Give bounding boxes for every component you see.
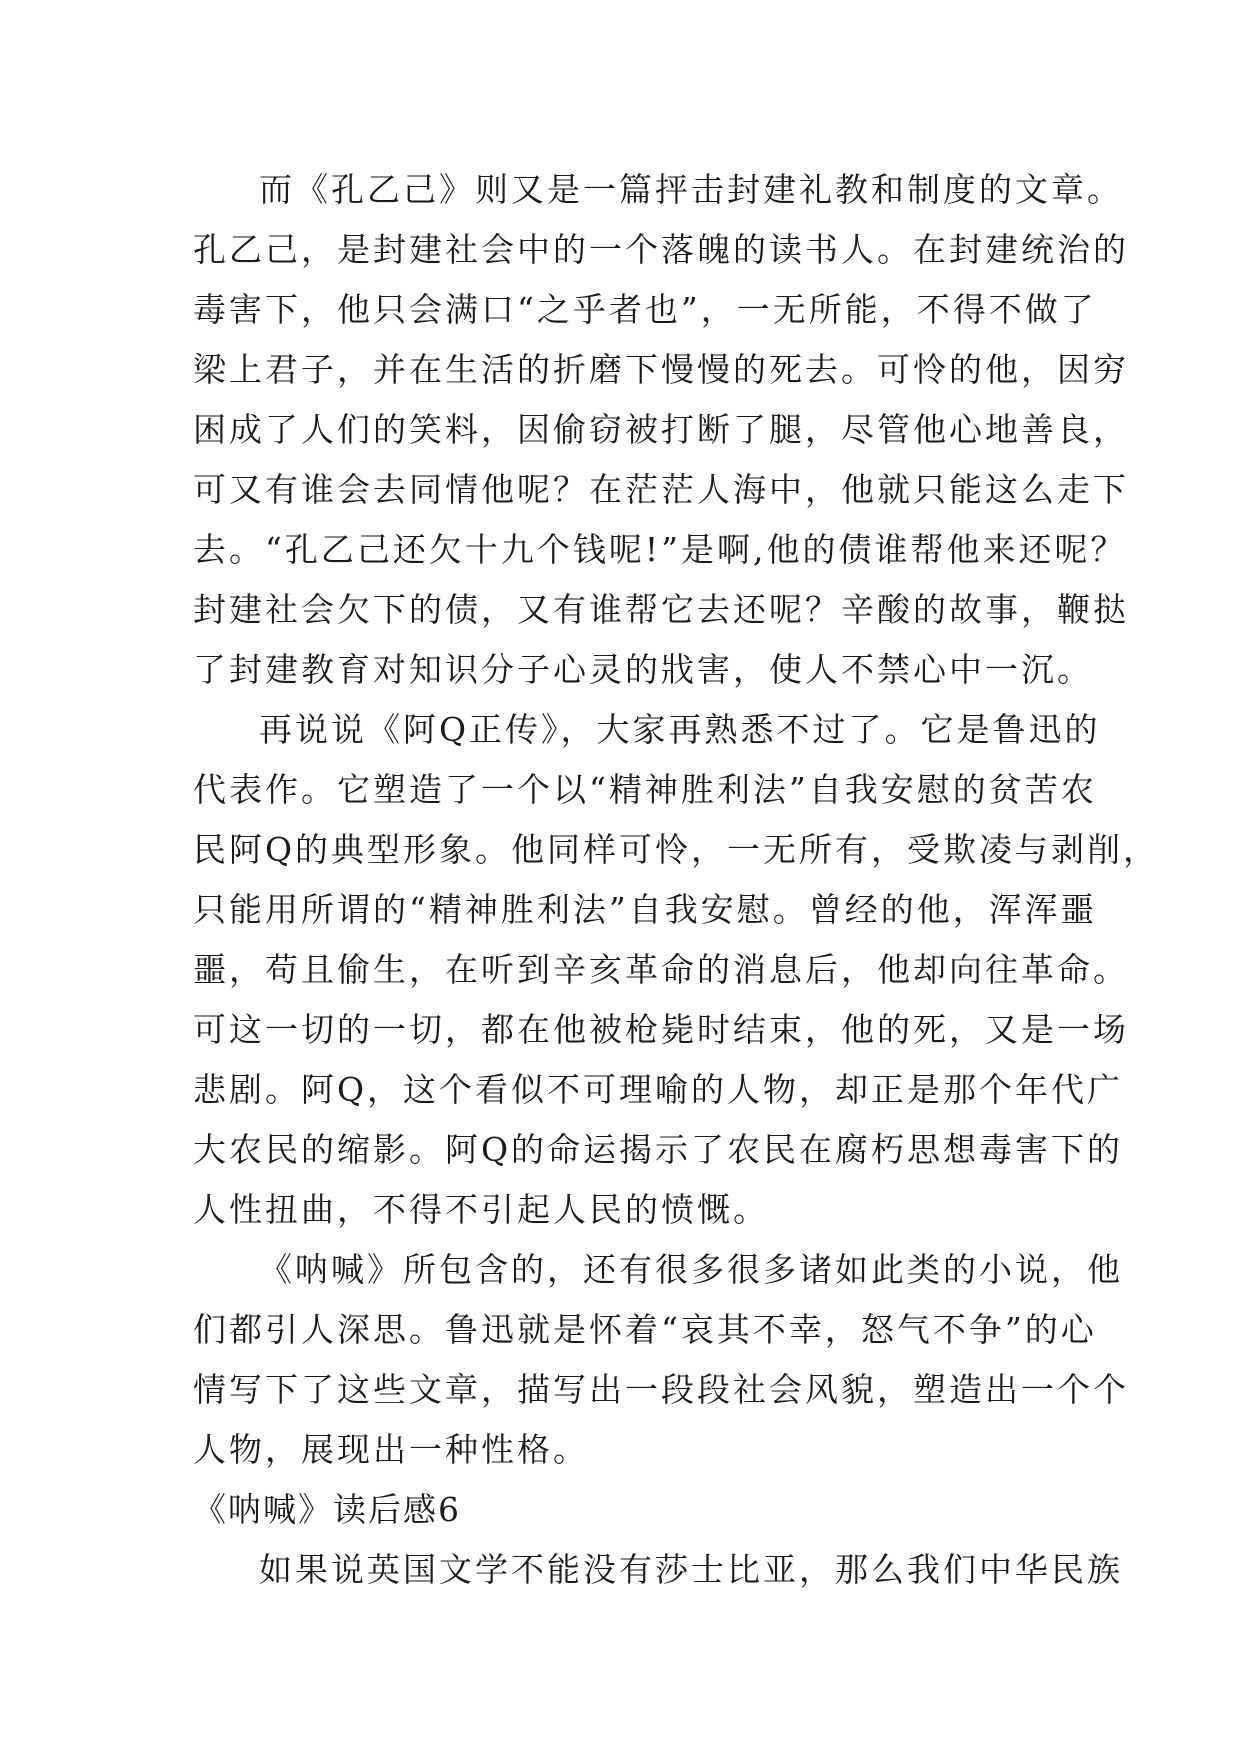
paragraph-line: 情写下了这些文章，描写出一段段社会风貌，塑造出一个个: [193, 1370, 1129, 1409]
paragraph-line: 如果说英国文学不能没有莎士比亚，那么我们中华民族: [259, 1550, 1123, 1589]
paragraph-line: 可又有谁会去同情他呢？在茫茫人海中，他就只能这么走下: [193, 470, 1129, 509]
paragraph-line: 《呐喊》所包含的，还有很多很多诸如此类的小说，他: [259, 1250, 1123, 1289]
paragraph-line: 封建社会欠下的债，又有谁帮它去还呢？辛酸的故事，鞭挞: [193, 590, 1129, 629]
paragraph-line: 再说说《阿Q正传》，大家再熟悉不过了。它是鲁迅的: [259, 710, 1101, 749]
paragraph-line: 去。“孔乙己还欠十九个钱呢!”是啊,他的债谁帮他来还呢？: [193, 530, 1127, 569]
paragraph-line: 可这一切的一切，都在他被枪毙时结束，他的死，又是一场: [193, 1010, 1129, 1049]
paragraph-line: 了封建教育对知识分子心灵的戕害，使人不禁心中一沉。: [193, 650, 1093, 689]
paragraph-line: 民阿Q的典型形象。他同样可怜，一无所有，受欺凌与剥削，: [193, 830, 1160, 869]
paragraph-line: 困成了人们的笑料，因偷窃被打断了腿，尽管他心地善良，: [193, 410, 1129, 449]
paragraph-line: 悲剧。阿Q，这个看似不可理喻的人物，却正是那个年代广: [193, 1070, 1124, 1109]
paragraph-line: 人物，展现出一种性格。: [193, 1430, 589, 1469]
paragraph-line: 们都引人深思。鲁迅就是怀着“哀其不幸，怒气不争”的心: [193, 1310, 1097, 1349]
paragraph-line: 大农民的缩影。阿Q的命运揭示了农民在腐朽思想毒害下的: [193, 1130, 1124, 1169]
paragraph-line: 梁上君子，并在生活的折磨下慢慢的死去。可怜的他，因穷: [193, 350, 1129, 389]
document-body: [193, 160, 1160, 1600]
paragraph-line: 孔乙己，是封建社会中的一个落魄的读书人。在封建统治的: [193, 230, 1129, 269]
paragraph-line: 只能用所谓的“精神胜利法”自我安慰。曾经的他，浑浑噩: [193, 890, 1097, 929]
section-heading: 《呐喊》读后感6: [193, 1490, 461, 1529]
paragraph-line: 噩，苟且偷生，在听到辛亥革命的消息后，他却向往革命。: [193, 950, 1129, 989]
paragraph-line: 代表作。它塑造了一个以“精神胜利法”自我安慰的贫苦农: [193, 770, 1097, 809]
paragraph-line: 人性扭曲，不得不引起人民的愤慨。: [193, 1190, 769, 1229]
paragraph-line: 而《孔乙己》则又是一篇抨击封建礼教和制度的文章。: [259, 170, 1123, 209]
paragraph-line: 毒害下，他只会满口“之乎者也”，一无所能，不得不做了: [193, 290, 1097, 329]
